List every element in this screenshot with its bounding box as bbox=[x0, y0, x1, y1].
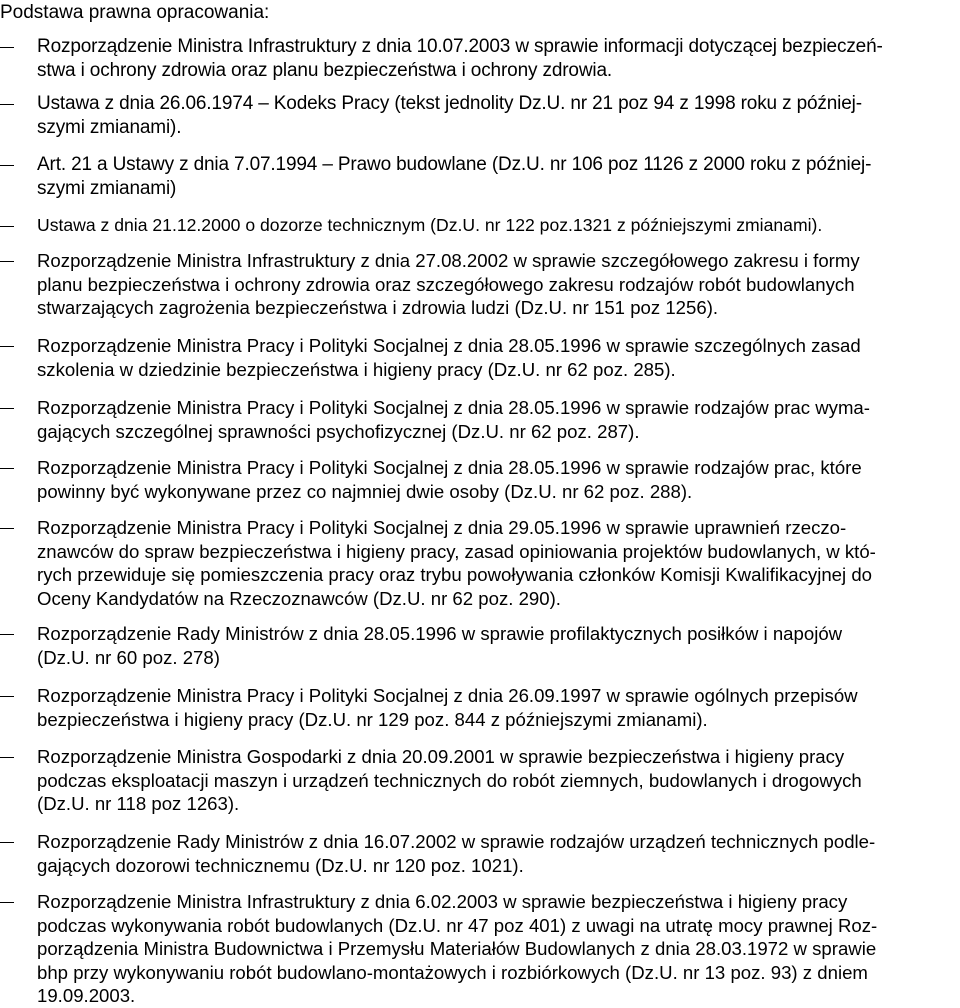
dash-bullet-icon bbox=[0, 528, 14, 529]
list-item-line: szymi zmianami). bbox=[37, 116, 182, 138]
list-item-line: Rozporządzenie Ministra Infrastruktury z dnia 6.02.2003 w sprawie bezpieczeństwa i higieny pracy bbox=[37, 891, 848, 912]
list-item-line: Rozporządzenie Ministra Pracy i Polityki Socjalnej z dnia 29.05.1996 w sprawie uprawnień rzeczo- bbox=[37, 517, 847, 538]
list-item-line: szymi zmianami) bbox=[37, 177, 177, 199]
list-item-line: Ustawa z dnia 26.06.1974 – Kodeks Pracy (tekst jednolity Dz.U. nr 21 poz 94 z 1998 roku z później- bbox=[37, 93, 862, 114]
dash-bullet-icon bbox=[0, 261, 14, 262]
list-item bbox=[0, 456, 958, 503]
dash-bullet-icon bbox=[0, 902, 14, 903]
list-item-line: Oceny Kandydatów na Rzeczoznawców (Dz.U. nr 62 poz. 290). bbox=[37, 587, 561, 609]
list-item-line: Rozporządzenie Rady Ministrów z dnia 16.07.2002 w sprawie rodzajów urządzeń technicznych podle- bbox=[37, 831, 876, 852]
list-item bbox=[0, 622, 958, 669]
section-heading: Podstawa prawna opracowania: bbox=[0, 2, 270, 23]
list-item-line: planu bezpieczeństwa i ochrony zdrowia oraz szczegółowego zakresu rodzajów robót budowlanych bbox=[37, 273, 855, 295]
dash-bullet-icon bbox=[0, 696, 14, 697]
list-item-line: znawców do spraw bezpieczeństwa i higieny pracy, zasad opiniowania projektów budowlanych, w któ- bbox=[37, 540, 876, 562]
list-item-line: gających dozorowi technicznemu (Dz.U. nr 120 poz. 1021). bbox=[37, 854, 524, 876]
list-item-line: szkolenia w dziedzinie bezpieczeństwa i higieny pracy (Dz.U. nr 62 poz. 285). bbox=[37, 358, 676, 380]
list-item-line: (Dz.U. nr 118 poz 1263). bbox=[37, 793, 240, 815]
list-item bbox=[0, 890, 958, 1008]
dash-bullet-icon bbox=[0, 165, 14, 166]
list-item-line: 19.09.2003. bbox=[37, 985, 136, 1007]
list-item-line: Rozporządzenie Ministra Infrastruktury z dnia 27.08.2002 w sprawie szczegółowego zakresu i formy bbox=[37, 250, 860, 271]
dash-bullet-icon bbox=[0, 468, 14, 469]
list-item bbox=[0, 745, 958, 816]
list-item-line: (Dz.U. nr 60 poz. 278) bbox=[37, 646, 220, 668]
list-item bbox=[0, 92, 958, 139]
list-item-line: bezpieczeństwa i higieny pracy (Dz.U. nr 129 poz. 844 z późniejszymi zmianami). bbox=[37, 708, 708, 730]
list-item bbox=[0, 684, 958, 731]
list-item-line: gających szczególnej sprawności psychofizycznej (Dz.U. nr 62 poz. 287). bbox=[37, 420, 640, 442]
list-item bbox=[0, 35, 958, 82]
dash-bullet-icon bbox=[0, 842, 14, 843]
list-item bbox=[0, 214, 958, 238]
dash-bullet-icon bbox=[0, 47, 14, 48]
list-item-line: Rozporządzenie Ministra Pracy i Polityki Socjalnej z dnia 26.09.1997 w sprawie ogólnych przepisów bbox=[37, 685, 858, 706]
list-item-line: powinny być wykonywane przez co najmniej dwie osoby (Dz.U. nr 62 poz. 288). bbox=[37, 480, 693, 502]
list-item bbox=[0, 830, 958, 877]
list-item-line: Rozporządzenie Rady Ministrów z dnia 28.05.1996 w sprawie profilaktycznych posiłków i napojów bbox=[37, 623, 843, 644]
list-item-line: Rozporządzenie Ministra Gospodarki z dnia 20.09.2001 w sprawie bezpieczeństwa i higieny pracy bbox=[37, 746, 845, 767]
list-item bbox=[0, 396, 958, 443]
list-item-line: Rozporządzenie Ministra Pracy i Polityki Socjalnej z dnia 28.05.1996 w sprawie rodzajów prac wyma- bbox=[37, 397, 870, 418]
list-item-line: Rozporządzenie Ministra Pracy i Polityki Socjalnej z dnia 28.05.1996 w sprawie rodzajów prac, które bbox=[37, 457, 862, 478]
dash-bullet-icon bbox=[0, 757, 14, 758]
list-item-line: stwarzających zagrożenia bezpieczeństwa i zdrowia ludzi (Dz.U. nr 151 poz 1256). bbox=[37, 297, 719, 319]
list-item-line: stwa i ochrony zdrowia oraz planu bezpieczeństwa i ochrony zdrowia. bbox=[37, 59, 613, 81]
list-item bbox=[0, 153, 958, 200]
list-item-line: Ustawa z dnia 21.12.2000 o dozorze technicznym (Dz.U. nr 122 poz.1321 z późniejszymi zmianami). bbox=[37, 215, 823, 235]
list-item-line: podczas eksploatacji maszyn i urządzeń technicznych do robót ziemnych, budowlanych i drogowych bbox=[37, 769, 862, 791]
dash-bullet-icon bbox=[0, 346, 14, 347]
list-item-line: Rozporządzenie Ministra Pracy i Polityki Socjalnej z dnia 28.05.1996 w sprawie szczególnych zasad bbox=[37, 335, 861, 356]
dash-bullet-icon bbox=[0, 634, 14, 635]
list-item-line: Art. 21 a Ustawy z dnia 7.07.1994 – Prawo budowlane (Dz.U. nr 106 poz 1126 z 2000 roku z później- bbox=[37, 154, 872, 175]
dash-bullet-icon bbox=[0, 226, 14, 227]
dash-bullet-icon bbox=[0, 104, 14, 105]
dash-bullet-icon bbox=[0, 408, 14, 409]
list-item-line: porządzenia Ministra Budownictwa i Przemysłu Materiałów Budowlanych z dnia 28.03.1972 w sprawie bbox=[37, 938, 877, 960]
list-item-line: bhp przy wykonywaniu robót budowlano-montażowych i rozbiórkowych (Dz.U. nr 13 poz. 93) z dniem bbox=[37, 961, 868, 983]
list-item-line: rych przewiduje się pomieszczenia pracy oraz trybu powoływania członków Komisji Kwalifikacyjnej do bbox=[37, 564, 873, 586]
list-item bbox=[0, 249, 958, 320]
list-item-line: Rozporządzenie Ministra Infrastruktury z dnia 10.07.2003 w sprawie informacji dotyczącej bezpieczeń- bbox=[37, 36, 883, 57]
list-item bbox=[0, 516, 958, 610]
list-item bbox=[0, 334, 958, 381]
list-item-line: podczas wykonywania robót budowlanych (Dz.U. nr 47 poz 401) z uwagi na utratę mocy prawnej Roz- bbox=[37, 914, 878, 936]
